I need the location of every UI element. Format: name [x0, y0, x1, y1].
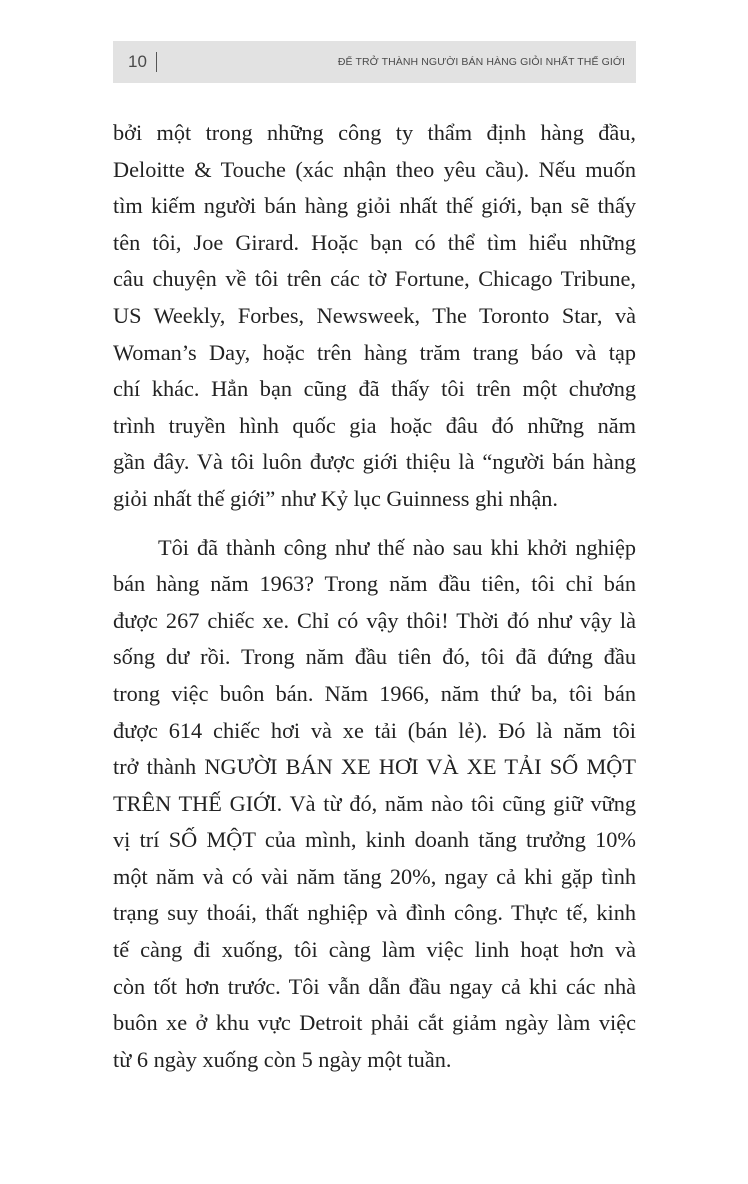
text-line: trạng suy thoái, thất nghiệp và đình công. Thực tế, kinh	[113, 900, 636, 926]
text-line: Deloitte & Touche (xác nhận theo yêu cầu). Nếu muốn	[113, 156, 636, 182]
text-line: Woman’s Day, hoặc trên hàng trăm trang báo và tạp	[113, 339, 636, 365]
body-text	[113, 115, 636, 1078]
header-divider	[156, 52, 157, 72]
page-number: 10	[128, 52, 147, 71]
text-line: gần đây. Và tôi luôn được giới thiệu là “người bán hàng	[113, 449, 636, 475]
text-line: câu chuyện về tôi trên các tờ Fortune, Chicago Tribune,	[113, 266, 636, 292]
text-line: buôn xe ở khu vực Detroit phải cắt giảm ngày làm việc	[113, 1010, 636, 1036]
text-line: được 614 chiếc hơi và xe tải (bán lẻ). Đó là năm tôi	[113, 717, 636, 743]
text-line: bán hàng năm 1963? Trong năm đầu tiên, tôi chỉ bán	[113, 571, 636, 597]
text-line: từ 6 ngày xuống còn 5 ngày một tuần.	[113, 1046, 452, 1072]
text-line: vị trí SỐ MỘT của mình, kinh doanh tăng trưởng 10%	[113, 827, 636, 853]
text-line: TRÊN THẾ GIỚI. Và từ đó, năm nào tôi cũng giữ vững	[113, 790, 636, 816]
running-title: ĐỂ TRỞ THÀNH NGƯỜI BÁN HÀNG GIỎI NHẤT THẾ GIỚI	[337, 56, 625, 68]
text-line: sống dư rồi. Trong năm đầu tiên đó, tôi đã đứng đầu	[113, 644, 636, 670]
text-line: trở thành NGƯỜI BÁN XE HƠI VÀ XE TẢI SỐ MỘT	[113, 754, 636, 780]
text-line: tế càng đi xuống, tôi càng làm việc linh hoạt hơn và	[113, 937, 636, 963]
running-header	[113, 41, 636, 83]
text-line: trong việc buôn bán. Năm 1966, năm thứ ba, tôi bán	[113, 680, 636, 706]
text-line: được 267 chiếc xe. Chỉ có vậy thôi! Thời đó như vậy là	[113, 607, 636, 633]
text-line: tìm kiếm người bán hàng giỏi nhất thế giới, bạn sẽ thấy	[113, 193, 636, 219]
text-line: bởi một trong những công ty thẩm định hàng đầu,	[113, 120, 636, 145]
paragraph-1	[113, 115, 636, 518]
text-line: một năm và có vài năm tăng 20%, ngay cả khi gặp tình	[113, 863, 636, 889]
text-line: US Weekly, Forbes, Newsweek, The Toronto Star, và	[113, 302, 636, 328]
paragraph-2	[113, 530, 636, 1079]
text-line: trình truyền hình quốc gia hoặc đâu đó những năm	[113, 412, 636, 438]
text-line: Tôi đã thành công như thế nào sau khi khởi nghiệp	[158, 534, 636, 560]
text-line: giỏi nhất thế giới” như Kỷ lục Guinness ghi nhận.	[113, 485, 558, 511]
text-line: tên tôi, Joe Girard. Hoặc bạn có thể tìm hiểu những	[113, 229, 636, 255]
text-line: còn tốt hơn trước. Tôi vẫn dẫn đầu ngay cả khi các nhà	[113, 973, 636, 999]
text-line: chí khác. Hẳn bạn cũng đã thấy tôi trên một chương	[113, 376, 636, 402]
